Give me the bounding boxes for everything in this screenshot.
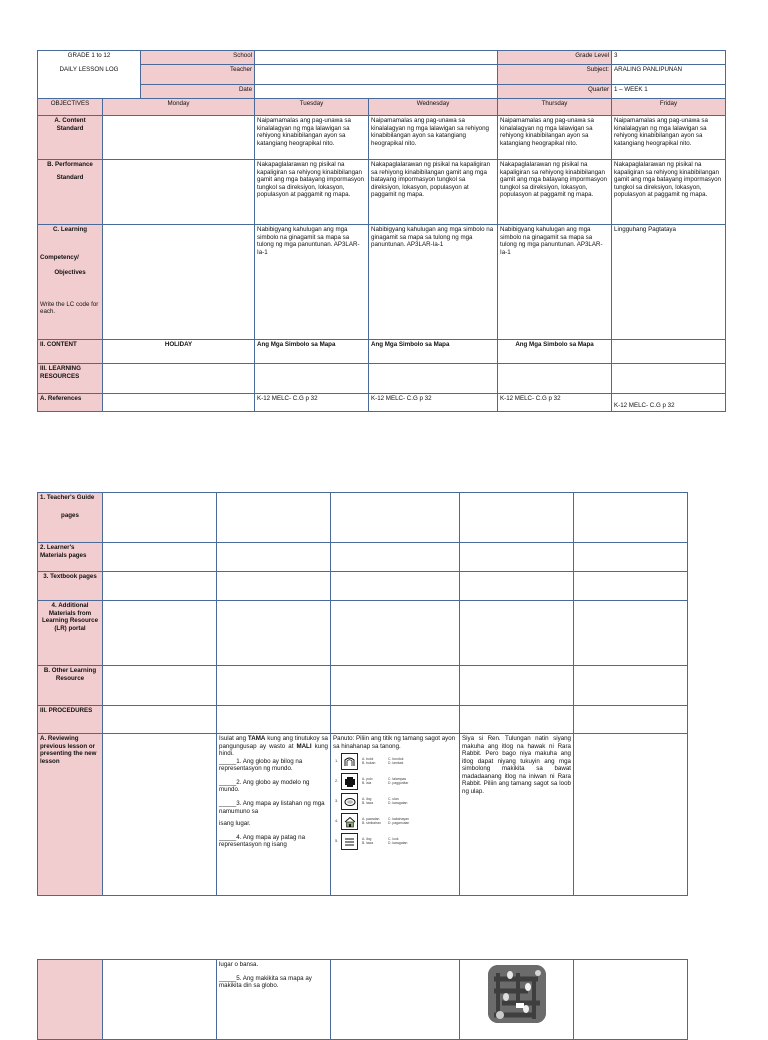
content-row (38, 340, 726, 364)
quarter-value: 1 – WEEK 1 (612, 85, 726, 99)
subject-value: ARALING PANLIPUNAN (612, 65, 726, 85)
col-wednesday: Wednesday (369, 99, 498, 116)
quiz-item-2: _____2. Ang globo ay modelo ng mundo. (219, 778, 310, 794)
content-standard-label: A. Content Standard (38, 116, 103, 160)
grade-range: GRADE 1 to 12 (67, 52, 111, 59)
symbol-choice-4: 4. A. paaralan C. kabahayan B. simbahan D. pagamutan (335, 813, 457, 830)
quiz-item-4-cont: lugar o bansa. (219, 961, 259, 968)
references-row (38, 394, 726, 412)
col-thursday: Thursday (498, 99, 612, 116)
symbol-choice-2: 2. A. pulo C. talampas B. isla D. paggunitar (335, 773, 457, 790)
content-standard-thursday: Naipamamalas ang pag-unawa sa kinalalagyan ng mga lalawigan sa rehiyong kinabibilangan ayon sa katangiang heograpikal nito. (498, 116, 612, 160)
col-monday: Monday (103, 99, 255, 116)
quiz-item-4: _____4. Ang mapa ay patag na representasyon ng isang (219, 833, 306, 849)
performance-standard-label: B. Performance Standard (38, 160, 103, 225)
reviewing-tuesday (217, 734, 331, 896)
content-standard-friday: Naipamamalas ang pag-unawa sa kinalalagyan ng mga lalawigan sa rehiyong kinabibilangan ayon sa katangiang heograpikal nito. (612, 116, 726, 160)
references-thursday: K-12 MELC- C.G p 32 (498, 394, 612, 412)
learning-competency-wednesday: Nabibigyang kahulugan ang mga simbolo na ginagamit sa mapa sa tulong ng mga panuntunan. AP3LAR-Ia-1 (369, 225, 498, 340)
learning-competency-monday (103, 225, 255, 340)
reviewing-tuesday-continued (217, 960, 331, 1040)
lesson-log-resources-table (37, 492, 688, 896)
content-thursday: Ang Mga Simbolo sa Mapa (498, 340, 612, 364)
lines-icon (341, 833, 358, 850)
arch-icon (341, 753, 358, 770)
references-friday: K-12 MELC- C.G p 32 (612, 394, 726, 412)
learning-resources-row (38, 364, 726, 394)
quiz-item-3: _____3. Ang mapa ay listahan ng mga namumuno sa (219, 799, 325, 815)
col-friday: Friday (612, 99, 726, 116)
learning-competency-label: C. Learning Competency/ Objectives Write the LC code for each. (38, 225, 103, 340)
col-objectives: OBJECTIVES (38, 99, 103, 116)
wednesday-instruction: Panuto: Piliin ang titik ng tamang sagot ayon sa hinahanap sa tanong. (333, 735, 456, 750)
quiz-item-3-cont: isang lugar. (219, 820, 251, 828)
learning-competency-friday: Lingguhang Pagtataya (612, 225, 726, 340)
quarter-label: Quarter (498, 85, 612, 99)
grade-level-value: 3 (612, 51, 726, 65)
reviewing-wednesday (331, 734, 460, 896)
subject-label: Subject: (498, 65, 612, 85)
content-monday: HOLIDAY (103, 340, 255, 364)
content-standard-monday (103, 116, 255, 160)
references-tuesday: K-12 MELC- C.G p 32 (255, 394, 369, 412)
reviewing-row (38, 734, 688, 896)
content-wednesday: Ang Mga Simbolo sa Mapa (369, 340, 498, 364)
title-cell (38, 51, 141, 99)
performance-standard-wednesday: Nakapaglalarawan ng pisikal na kapaligiran sa rehiyong kinabibilangan gamit ang mga batayang impormasyon tungkol sa direksiyon, lokasyon, populasyon at paggamit ng mapa. (369, 160, 498, 225)
school-field[interactable] (255, 51, 498, 65)
performance-standard-row (38, 160, 726, 225)
symbol-choice-1: 1. A. bulol C. bundok B. bukan D. lambak (335, 753, 457, 770)
tama-mali-instruction: Isulat ang TAMA kung ang tinutukoy sa pangungusap ay wasto at MALI kung hindi. (219, 735, 328, 758)
performance-standard-thursday: Nakapaglalarawan ng pisikal na kapaligiran sa rehiyong kinabibilangan gamit ang mga batayang impormasyon tungkol sa direksiyon, lokasyon, populasyon at paggamit ng mapa. (498, 160, 612, 225)
quiz-item-1: _____1. Ang globo ay bilog na representasyon ng mundo. (219, 757, 303, 773)
house-icon (341, 813, 358, 830)
teacher-label: Teacher (141, 65, 255, 85)
symbol-choice-3: 3. A. ilog C. ulan B. lawa D. karagatan (335, 793, 457, 810)
performance-standard-friday: Nakapaglalarawan ng pisikal na kapaligiran sa rehiyong kinabibilangan gamit ang mga batayang impormasyon tungkol sa direksiyon, lokasyon, populasyon at paggamit ng mapa. (612, 160, 726, 225)
content-friday (612, 340, 726, 364)
school-label: School (141, 51, 255, 65)
date-label: Date (141, 85, 255, 99)
learning-competency-row (38, 225, 726, 340)
col-tuesday: Tuesday (255, 99, 369, 116)
lesson-log-header-table (37, 50, 726, 412)
additional-materials-label: 4. Additional Materials from Learning Resource (LR) portal (38, 601, 103, 666)
content-tuesday: Ang Mga Simbolo sa Mapa (255, 340, 369, 364)
egg-maze-game-illustration (488, 965, 546, 1023)
performance-standard-tuesday: Nakapaglalarawan ng pisikal na kapaligiran sa rehiyong kinabibilangan gamit ang mga batayang impormasyon tungkol sa direksiyon, lokasyon, populasyon at paggamit ng mapa. (255, 160, 369, 225)
lake-icon (341, 793, 358, 810)
learning-competency-thursday: Nabibigyang kahulugan ang mga simbolo na ginagamit sa mapa sa tulong ng mga panuntunan. AP3LAR-Ia-1 (498, 225, 612, 340)
learners-materials-label: 2. Learner's Materials pages (38, 543, 103, 572)
performance-standard-monday (103, 160, 255, 225)
lesson-log-continuation-table (37, 959, 688, 1040)
learning-resources-label: III. LEARNING RESOURCES (38, 364, 103, 394)
content-standard-wednesday: Naipamamalas ang pag-unawa sa kinalalagyan ng mga lalawigan sa rehiyong kinabibilangan ayon sa katangiang heograpikal nito. (369, 116, 498, 160)
textbook-label: 3. Textbook pages (38, 572, 103, 601)
content-standard-row (38, 116, 726, 160)
grade-level-label: Grade Level (498, 51, 612, 65)
reviewing-monday (103, 734, 217, 896)
other-resource-label: B. Other Learning Resource (38, 666, 103, 706)
date-field[interactable] (255, 85, 498, 99)
procedures-label: III. PROCEDURES (38, 706, 103, 734)
teachers-guide-label: 1. Teacher's Guide pages (38, 493, 103, 543)
learning-competency-tuesday: Nabibigyang kahulugan ang mga simbolo na ginagamit sa mapa sa tulong ng mga panuntunan. AP3LAR-Ia-1 (255, 225, 369, 340)
references-label: A. References (38, 394, 103, 412)
content-label: II. CONTENT (38, 340, 103, 364)
reviewing-thursday-continued (460, 960, 574, 1040)
content-standard-tuesday: Naipamamalas ang pag-unawa sa kinalalagyan ng mga lalawigan sa rehiyong kinabibilangan ayon sa katangiang heograpikal nito. (255, 116, 369, 160)
references-wednesday: K-12 MELC- C.G p 32 (369, 394, 498, 412)
log-title: DAILY LESSON LOG (59, 65, 119, 73)
reviewing-row-continued (38, 960, 688, 1040)
quiz-item-5: _____5. Ang makikita sa mapa ay makikita din sa globo. (219, 974, 312, 990)
reviewing-label: A. Reviewing previous lesson or presenting the new lesson (38, 734, 103, 896)
symbol-choice-5: 5. A. ilog C. look B. lawa D. karagatan (335, 833, 457, 850)
reviewing-label-continued (38, 960, 103, 1040)
reviewing-friday (574, 734, 688, 896)
teacher-field[interactable] (255, 65, 498, 85)
island-icon (341, 773, 358, 790)
reviewing-thursday: Siya si Ren. Tulungan natin siyang makuha ang itlog na hawak ni Rara Rabbit. Pero bago niya makuha ang itlog dapat niyang tukuyin ang mga simbolong makikita sa bawat madadaanang itlog na iniwan ni Rara Rabbit. Piliin ang tamang sagot sa loob ng ulap. (460, 734, 574, 896)
